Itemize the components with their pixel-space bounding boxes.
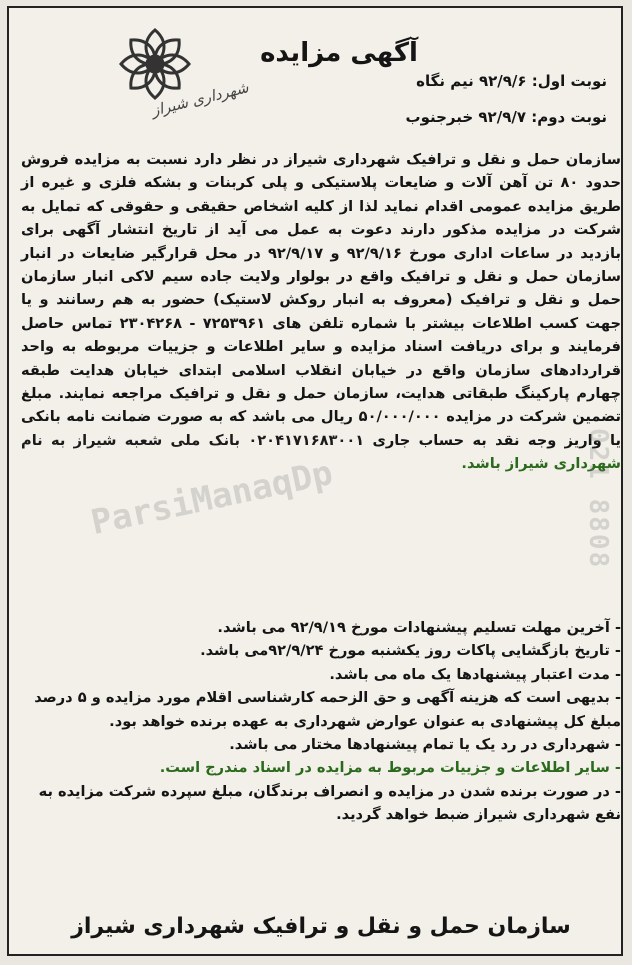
bank-account-line: ۰۲۰۴۱۷۱۶۸۳۰۰۱ بانک ملی شعبه شیراز به نام bbox=[21, 431, 365, 449]
conditions-list bbox=[21, 616, 621, 827]
notice-title: آگهی مزایده bbox=[260, 38, 418, 68]
notice-body-text: سازمان حمل و نقل و ترافیک شهرداری شیراز در نظر دارد نسبت به مزایده فروش حدود ۸۰ تن آهن آلات و ضایعات پلاستیکی و پلی کربنات و بشکه فلزی و غیره از طریق مزایده عمومی اقدام نماید لذا از کلیه اشخاص حقیقی و حقوقی که تمایل به شرکت در مزایده مذکور دارند دعوت به عمل می آید از تاریخ انتشار آگهی برای بازدید در ساعات اداری مورخ ۹۲/۹/۱۶ و ۹۲/۹/۱۷ در محل قرارگیر ضایعات در انبار سازمان حمل و نقل و ترافیک واقع در بولوار ولایت جاده سیم لاکی انبار سازمان حمل و نقل و ترافیک (معروف به انبار روکش لاستیک) حضور به هم رسانند و یا جهت کسب اطلاعات بیشتر با شماره تلفن های ۷۲۵۳۹۶۱ - ۲۳۰۴۲۶۸ تماس حاصل فرمایند و برای دریافت اسناد مزایده و سایر اطلاعات و جزییات مربوطه به واحد قراردادهای سازمان واقع در خیابان انقلاب اسلامی ابتدای خیابان هدایت طبقه چهارم پارکینگ طبقاتی هدایت، سازمان حمل و نقل و ترافیک مراجعه نمایند. مبلغ تضمین شرکت در مزایده ۵۰/۰۰۰/۰۰۰ ریال می باشد که به صورت ضمانت نامه بانکی یا واریز وجه نقد به حساب جاری bbox=[21, 151, 622, 449]
second-publication: نوبت دوم: ۹۲/۹/۷ خبرجنوب bbox=[405, 108, 607, 126]
auction-notice bbox=[7, 6, 623, 956]
notice-signature: سازمان حمل و نقل و ترافیک شهرداری شیراز bbox=[71, 914, 571, 939]
municipality-logo bbox=[105, 26, 251, 120]
condition-item: - مدت اعتبار پیشنهادها یک ماه می باشد. bbox=[329, 665, 621, 683]
condition-item: - بدیهی است که هزینه آگهی و حق الزحمه کارشناسی اقلام مورد مزایده و ۵ درصد مبلغ کل پیشنهادی به عنوان عوارض شهرداری به عهده برنده خواهد بود. bbox=[34, 689, 621, 730]
notice-body bbox=[21, 148, 621, 476]
watermark-number: 021 8808 bbox=[583, 428, 613, 570]
logo-lettering: شهرداری شیراز bbox=[149, 78, 251, 120]
condition-item: - سایر اطلاعات و جزییات مربوط به مزایده در اسناد مندرج است. bbox=[159, 759, 621, 777]
condition-item: - شهرداری در رد یک یا تمام پیشنهادها مختار می باشد. bbox=[229, 736, 621, 754]
condition-item: - در صورت برنده شدن در مزایده و انصراف برندگان، مبلغ سپرده شرکت مزایده به نفع شهرداری شیراز ضبط خواهد گردید. bbox=[38, 782, 621, 824]
condition-item: - آخرین مهلت تسلیم پیشنهادات مورخ ۹۲/۹/۱۹ می باشد. bbox=[217, 619, 621, 636]
first-publication: نوبت اول: ۹۲/۹/۶ نیم نگاه bbox=[416, 72, 607, 90]
bank-account-owner: شهرداری شیراز باشد. bbox=[461, 455, 621, 473]
condition-item: - تاریخ بازگشایی پاکات روز یکشنبه مورخ ۹۲/۹/۲۴می باشد. bbox=[200, 642, 621, 660]
watermark-url: ParsiManaqDp bbox=[87, 452, 337, 544]
